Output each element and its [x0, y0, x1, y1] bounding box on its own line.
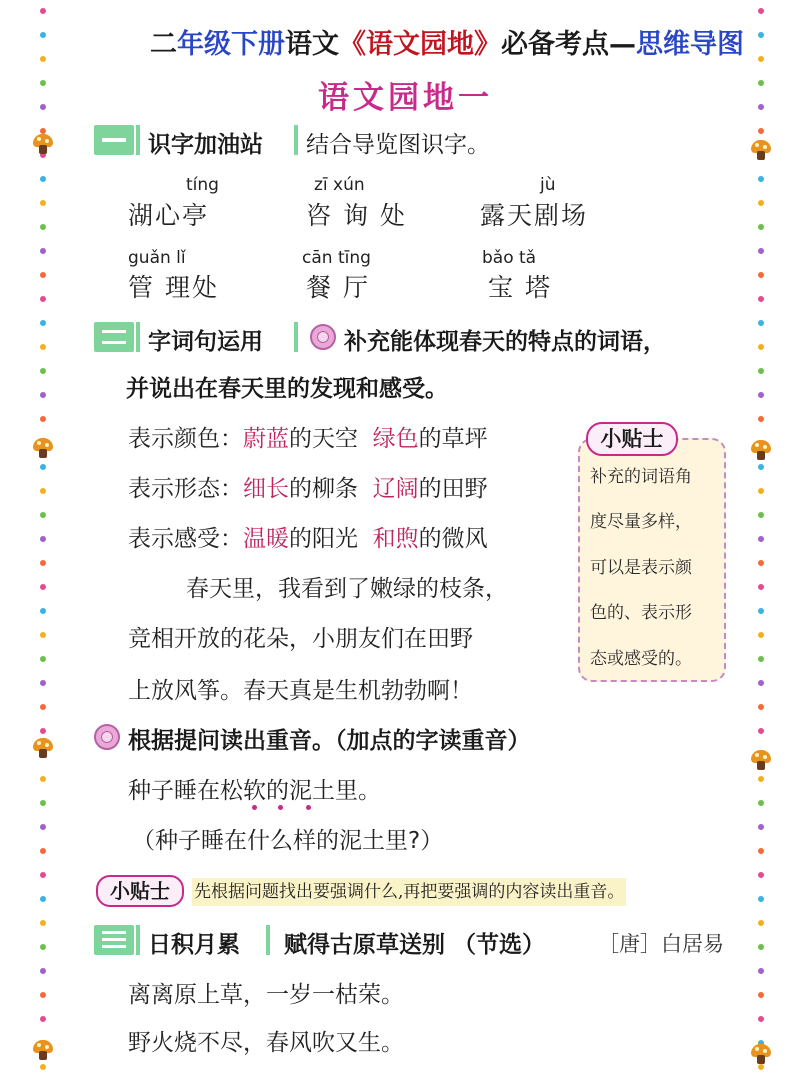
- border-dot: [40, 872, 46, 878]
- mushroom-icon: [751, 1044, 771, 1064]
- border-dot: [40, 80, 46, 86]
- border-dot: [40, 488, 46, 494]
- poem-author: ［唐］白居易: [598, 932, 724, 956]
- border-dot: [758, 872, 764, 878]
- border-dot: [40, 896, 46, 902]
- row-rest-1: 的天空: [289, 426, 358, 452]
- border-dot: [40, 608, 46, 614]
- mushroom-icon: [751, 440, 771, 460]
- header-part-1: 二: [150, 29, 177, 60]
- word-row-shape: [128, 470, 488, 503]
- mushroom-icon: [33, 1040, 53, 1060]
- border-dot: [758, 392, 764, 398]
- tip-2-text: 先根据问题找出要强调什么,再把要强调的内容读出重音。: [192, 878, 626, 906]
- border-dot: [40, 248, 46, 254]
- tips-line-3: 可以是表示颜: [590, 558, 692, 578]
- flower-bullet-icon: [310, 324, 336, 350]
- border-dot: [758, 272, 764, 278]
- border-dot: [40, 776, 46, 782]
- left-dotted-border: [38, 0, 48, 1082]
- border-dot: [758, 800, 764, 806]
- tips-line-5: 态或感受的。: [590, 649, 692, 669]
- word-row-feeling: [128, 520, 488, 553]
- header-part-3: 语文: [285, 29, 339, 60]
- border-dot: [758, 536, 764, 542]
- border-dot: [758, 632, 764, 638]
- border-dot: [758, 1064, 764, 1070]
- border-dot: [40, 944, 46, 950]
- row-label: 表示感受：: [128, 526, 243, 552]
- section-3-divider: [136, 925, 140, 955]
- poem-title: 赋得古原草送别 （节选）: [284, 932, 546, 958]
- mushroom-icon: [33, 438, 53, 458]
- border-dot: [40, 272, 46, 278]
- border-dot: [40, 176, 46, 182]
- border-dot: [758, 176, 764, 182]
- border-dot: [40, 704, 46, 710]
- border-dot: [758, 656, 764, 662]
- border-dot: [40, 320, 46, 326]
- border-dot: [758, 968, 764, 974]
- border-dot: [758, 464, 764, 470]
- row-word-2: 和煦: [372, 526, 419, 552]
- border-dot: [40, 416, 46, 422]
- section-1-divider: [136, 125, 140, 155]
- border-dot: [40, 104, 46, 110]
- section-1-divider-2: [294, 125, 298, 155]
- border-dot: [758, 248, 764, 254]
- section-2-number-icon: [94, 322, 134, 352]
- border-dot: [758, 560, 764, 566]
- border-dot: [40, 1016, 46, 1022]
- border-dot: [758, 56, 764, 62]
- border-dot: [758, 896, 764, 902]
- border-dot: [40, 824, 46, 830]
- word-2: 咨 询 处: [306, 201, 407, 230]
- section-2-name: 字词句运用: [148, 329, 263, 355]
- row-word-2: 绿色: [372, 426, 419, 452]
- border-dot: [40, 512, 46, 518]
- border-dot: [40, 728, 46, 734]
- border-dot: [40, 656, 46, 662]
- section-1-name: 识字加油站: [148, 132, 263, 158]
- pinyin-5: cān tīng: [302, 248, 371, 268]
- border-dot: [40, 1064, 46, 1070]
- tips-line-2: 度尽量多样，: [590, 512, 692, 532]
- border-dot: [758, 848, 764, 854]
- tips-label: 小贴士: [586, 422, 678, 456]
- border-dot: [758, 224, 764, 230]
- border-dot: [758, 296, 764, 302]
- border-dot: [758, 320, 764, 326]
- header-part-2: 年级下册: [177, 29, 285, 60]
- border-dot: [40, 584, 46, 590]
- stress-title: 根据提问读出重音。（加点的字读重音）: [128, 728, 531, 754]
- emphasis-dot: [306, 805, 311, 810]
- border-dot: [40, 8, 46, 14]
- pinyin-6: bǎo tǎ: [482, 248, 537, 268]
- border-dot: [758, 200, 764, 206]
- row-rest-1: 的柳条: [289, 476, 358, 502]
- emphasis-dot: [252, 805, 257, 810]
- row-rest-2: 的田野: [418, 476, 488, 502]
- row-rest-2: 的微风: [418, 526, 488, 552]
- paragraph-line-1: 春天里，我看到了嫩绿的枝条，: [186, 576, 508, 602]
- word-3: 露天剧场: [480, 201, 589, 230]
- border-dot: [40, 32, 46, 38]
- border-dot: [758, 824, 764, 830]
- emphasis-dot: [278, 805, 283, 810]
- header-part-6: 思维导图: [636, 29, 744, 60]
- border-dot: [758, 512, 764, 518]
- border-dot: [758, 32, 764, 38]
- border-dot: [40, 920, 46, 926]
- word-1: 湖心亭: [128, 201, 210, 230]
- stress-question: （种子睡在什么样的泥土里?）: [132, 828, 444, 854]
- border-dot: [40, 680, 46, 686]
- border-dot: [758, 920, 764, 926]
- section-2-divider: [136, 322, 140, 352]
- word-5: 餐 厅: [306, 273, 370, 302]
- border-dot: [40, 368, 46, 374]
- right-dotted-border: [756, 0, 766, 1082]
- mushroom-icon: [751, 750, 771, 770]
- section-2-divider-2: [294, 322, 298, 352]
- header-part-4: 《语文园地》: [339, 29, 501, 60]
- section-2-desc: 补充能体现春天的特点的词语，: [344, 329, 666, 355]
- border-dot: [758, 80, 764, 86]
- poem-line-2: 野火烧不尽，春风吹又生。: [128, 1030, 404, 1056]
- border-dot: [758, 8, 764, 14]
- border-dot: [758, 128, 764, 134]
- row-word-2: 辽阔: [372, 476, 419, 502]
- flower-bullet-icon: [94, 724, 120, 750]
- section-3-divider-2: [266, 925, 270, 955]
- border-dot: [758, 584, 764, 590]
- tip-2-label: 小贴士: [96, 875, 184, 907]
- pinyin-4: guǎn lǐ: [128, 248, 186, 268]
- row-word-1: 细长: [243, 476, 289, 502]
- row-label: 表示颜色：: [128, 426, 243, 452]
- pinyin-1: tíng: [186, 175, 219, 195]
- border-dot: [40, 992, 46, 998]
- border-dot: [758, 680, 764, 686]
- border-dot: [758, 608, 764, 614]
- border-dot: [40, 800, 46, 806]
- row-rest-1: 的阳光: [289, 526, 358, 552]
- word-6: 宝 塔: [488, 273, 552, 302]
- border-dot: [758, 1016, 764, 1022]
- section-1-number-icon: [94, 125, 134, 155]
- section-3-name: 日积月累: [148, 932, 240, 958]
- border-dot: [40, 224, 46, 230]
- paragraph-line-2: 竞相开放的花朵，小朋友们在田野: [128, 626, 473, 652]
- pinyin-2: zī xún: [314, 175, 365, 195]
- mushroom-icon: [33, 738, 53, 758]
- border-dot: [40, 560, 46, 566]
- border-dot: [40, 848, 46, 854]
- border-dot: [40, 464, 46, 470]
- border-dot: [40, 296, 46, 302]
- poem-line-1: 离离原上草，一岁一枯荣。: [128, 982, 404, 1008]
- mushroom-icon: [751, 140, 771, 160]
- border-dot: [758, 728, 764, 734]
- border-dot: [40, 200, 46, 206]
- border-dot: [40, 968, 46, 974]
- paragraph-line-3: 上放风筝。春天真是生机勃勃啊！: [128, 678, 473, 704]
- section-2-desc-line-2: 并说出在春天里的发现和感受。: [126, 376, 448, 402]
- border-dot: [758, 488, 764, 494]
- border-dot: [758, 368, 764, 374]
- page-header: [150, 22, 750, 62]
- border-dot: [758, 416, 764, 422]
- row-word-1: 温暖: [243, 526, 289, 552]
- border-dot: [40, 56, 46, 62]
- header-part-5: 必备考点—: [501, 29, 636, 60]
- row-word-1: 蔚蓝: [243, 426, 289, 452]
- word-4: 管 理处: [128, 273, 219, 302]
- border-dot: [40, 632, 46, 638]
- border-dot: [758, 104, 764, 110]
- pinyin-3: jù: [540, 175, 556, 195]
- tips-line-4: 色的、表示形: [590, 603, 692, 623]
- border-dot: [758, 944, 764, 950]
- border-dot: [40, 536, 46, 542]
- section-1-desc: 结合导览图识字。: [306, 132, 490, 158]
- unit-title: 语文园地一: [318, 80, 493, 116]
- border-dot: [758, 704, 764, 710]
- section-3-number-icon: [94, 925, 134, 955]
- tips-line-1: 补充的词语角: [590, 467, 692, 487]
- mushroom-icon: [33, 134, 53, 154]
- border-dot: [758, 344, 764, 350]
- row-rest-2: 的草坪: [418, 426, 488, 452]
- border-dot: [40, 392, 46, 398]
- stress-sentence: 种子睡在松软的泥土里。: [128, 778, 381, 804]
- border-dot: [40, 344, 46, 350]
- word-row-color: [128, 420, 488, 453]
- border-dot: [758, 776, 764, 782]
- row-label: 表示形态：: [128, 476, 243, 502]
- border-dot: [758, 992, 764, 998]
